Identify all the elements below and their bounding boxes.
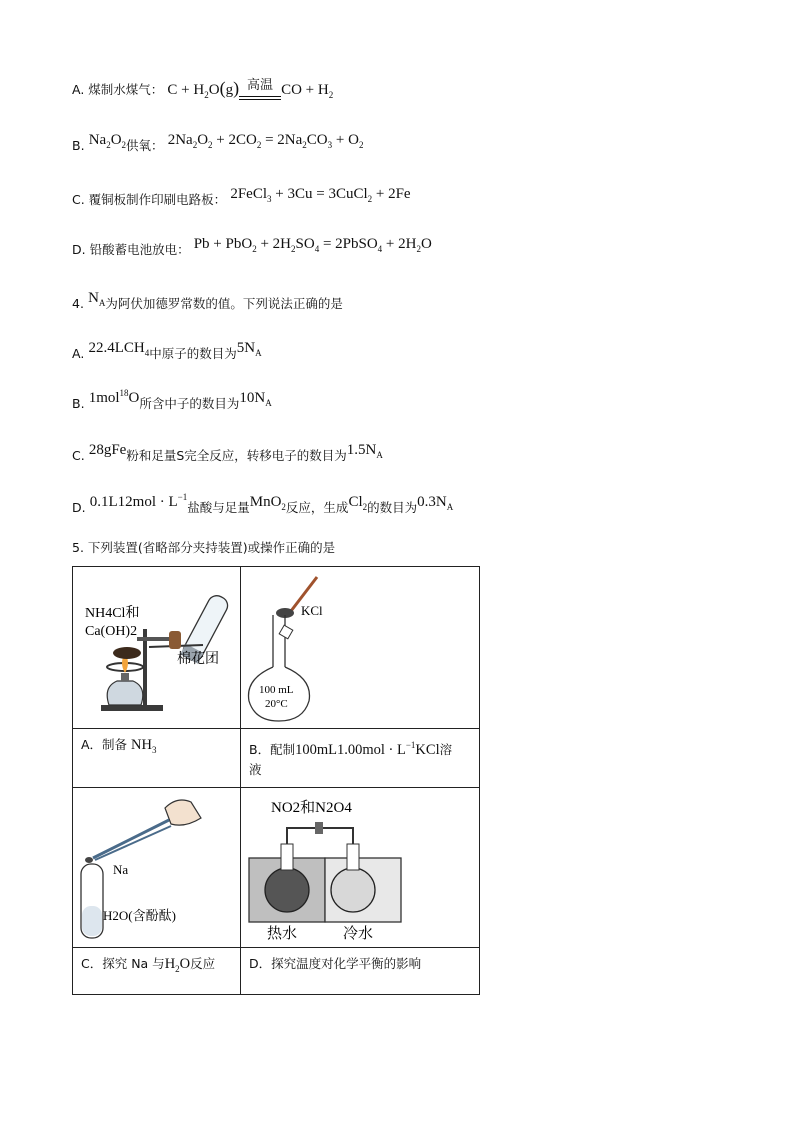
option-b-equation: $2Na_2O_2 + 2CO_2 = 2Na_2CO_3 + O_2$ [167,132,364,150]
option-b-suffix: 供氧： [126,138,164,153]
caption-c-formula: $H_2O$ [164,956,191,974]
q4-d-text-1: 盐酸与足量 [187,500,250,515]
q4-c-value: $1.5N_A$ [346,442,383,460]
q4-a-label: A. [72,346,85,361]
q5-stem [72,538,335,556]
caption-a [73,729,241,788]
option-a-label: A. 煤制水煤气： [72,82,164,97]
caption-b-line2: 液 [249,761,262,777]
fig-c-cell [73,788,241,948]
q4-option-d [72,492,454,518]
caption-a-text: A．制备 [81,737,128,752]
fig-b-flask-vol: 100 mL [259,684,294,696]
q4-c-formula: 28gFe [88,442,127,458]
fig-b-flask-temp: 20°C [265,698,288,710]
caption-b-tail: 溶 [439,741,453,757]
caption-b-formula: $100mL1.00mol \cdot L^{-1}KCl$ [295,740,440,758]
q4-d-text-3: 的数目为 [367,500,418,515]
fig-d-hot: 热水 [267,926,298,942]
caption-d [241,948,480,995]
option-c-equation: 2FeCl$_3$ + 3Cu = 3CuCl$_2$ + 2Fe [230,186,411,204]
q4-option-a [72,340,262,364]
caption-c [73,948,241,995]
q4-d-label: D. [72,500,86,515]
q5-stem-text: 5. 下列装置(省略部分夹持装置)或操作正确的是 [72,540,336,555]
option-c-row [72,186,411,210]
q4-option-c [72,442,383,466]
q4-a-formula: $22.4LCH_4$ [88,340,150,358]
option-a-row [72,78,333,100]
option-a-equation: $C + H_2O(g)$ 高温 CO + $H_2$ [167,82,333,98]
fig-c-na-water [73,788,240,943]
option-b-row [72,132,364,156]
fig-a-cell [73,567,241,729]
fig-d-gases: NO2和N2O4 [271,800,352,816]
fig-a-cotton: 棉花团 [177,652,219,667]
option-c-label: C. 覆铜板制作印刷电路板： [72,192,227,207]
q4-b-formula: 1mol$^{18}$O [88,388,140,406]
option-d-row [72,236,432,260]
q4-d-formula: $0.1L12mol \cdot L^{-1}$ [89,492,188,510]
option-d-equation: $Pb + PbO_2 + 2H_2SO_4$ = 2PbSO$_4$ + $2H_2O$ [193,236,432,254]
q4-d-cl2: $Cl_2$ [348,494,368,512]
q4-b-value: $10N_A$ [239,390,272,408]
q4-stem-text: 为阿伏加德罗常数的值。下列说法正确的是 [105,296,343,311]
q5-apparatus-table [72,566,480,995]
q4-option-b [72,388,272,414]
fig-a-reagent-1: NH4Cl和 [85,606,140,621]
option-d-label: D. 铅酸蓄电池放电： [72,242,190,257]
fig-d-cell [241,788,480,948]
fig-b-cell [241,567,480,729]
caption-d-text: D．探究温度对化学平衡的影响 [249,956,422,971]
q4-stem [72,290,343,314]
caption-b-text: B．配制 [249,741,296,757]
fig-a-nh3-apparatus [73,567,240,724]
fig-c-na: Na [113,862,129,877]
reaction-condition: 高温 [247,77,274,92]
fig-a-reagent-2: Ca(OH)2 [85,624,138,639]
q4-c-label: C. [72,448,85,463]
fig-d-equilibrium [241,788,479,943]
fig-c-water: H2O(含酚酞) [103,908,176,923]
na-symbol: $N_A$ [88,290,106,308]
fig-b-kcl: KCl [301,603,323,618]
caption-a-formula: $NH_3$ [131,737,157,755]
q4-d-mno2: MnO$_2$ [249,494,286,512]
fig-b-volumetric-flask [241,567,479,724]
option-b-label: B. [72,138,85,153]
caption-b [241,729,480,788]
q4-d-text-2: 反应，生成 [285,500,349,515]
q4-d-value: $0.3N_A$ [417,494,454,512]
q4-c-text: 粉和足量S完全反应，转移电子的数目为 [126,448,347,463]
q4-a-value: $5N_A$ [236,340,262,358]
caption-c-tail: 反应 [190,956,216,971]
option-b-reagent: $Na_2O_2$ [88,132,127,150]
caption-c-text: C．探究 Na 与 [81,956,165,971]
q4-b-label: B. [72,396,85,411]
q4-b-text: 所含中子的数目为 [139,396,240,411]
q4-number: 4. [72,296,84,311]
fig-d-cold: 冷水 [343,926,374,942]
q4-a-text: 中原子的数目为 [149,346,237,361]
